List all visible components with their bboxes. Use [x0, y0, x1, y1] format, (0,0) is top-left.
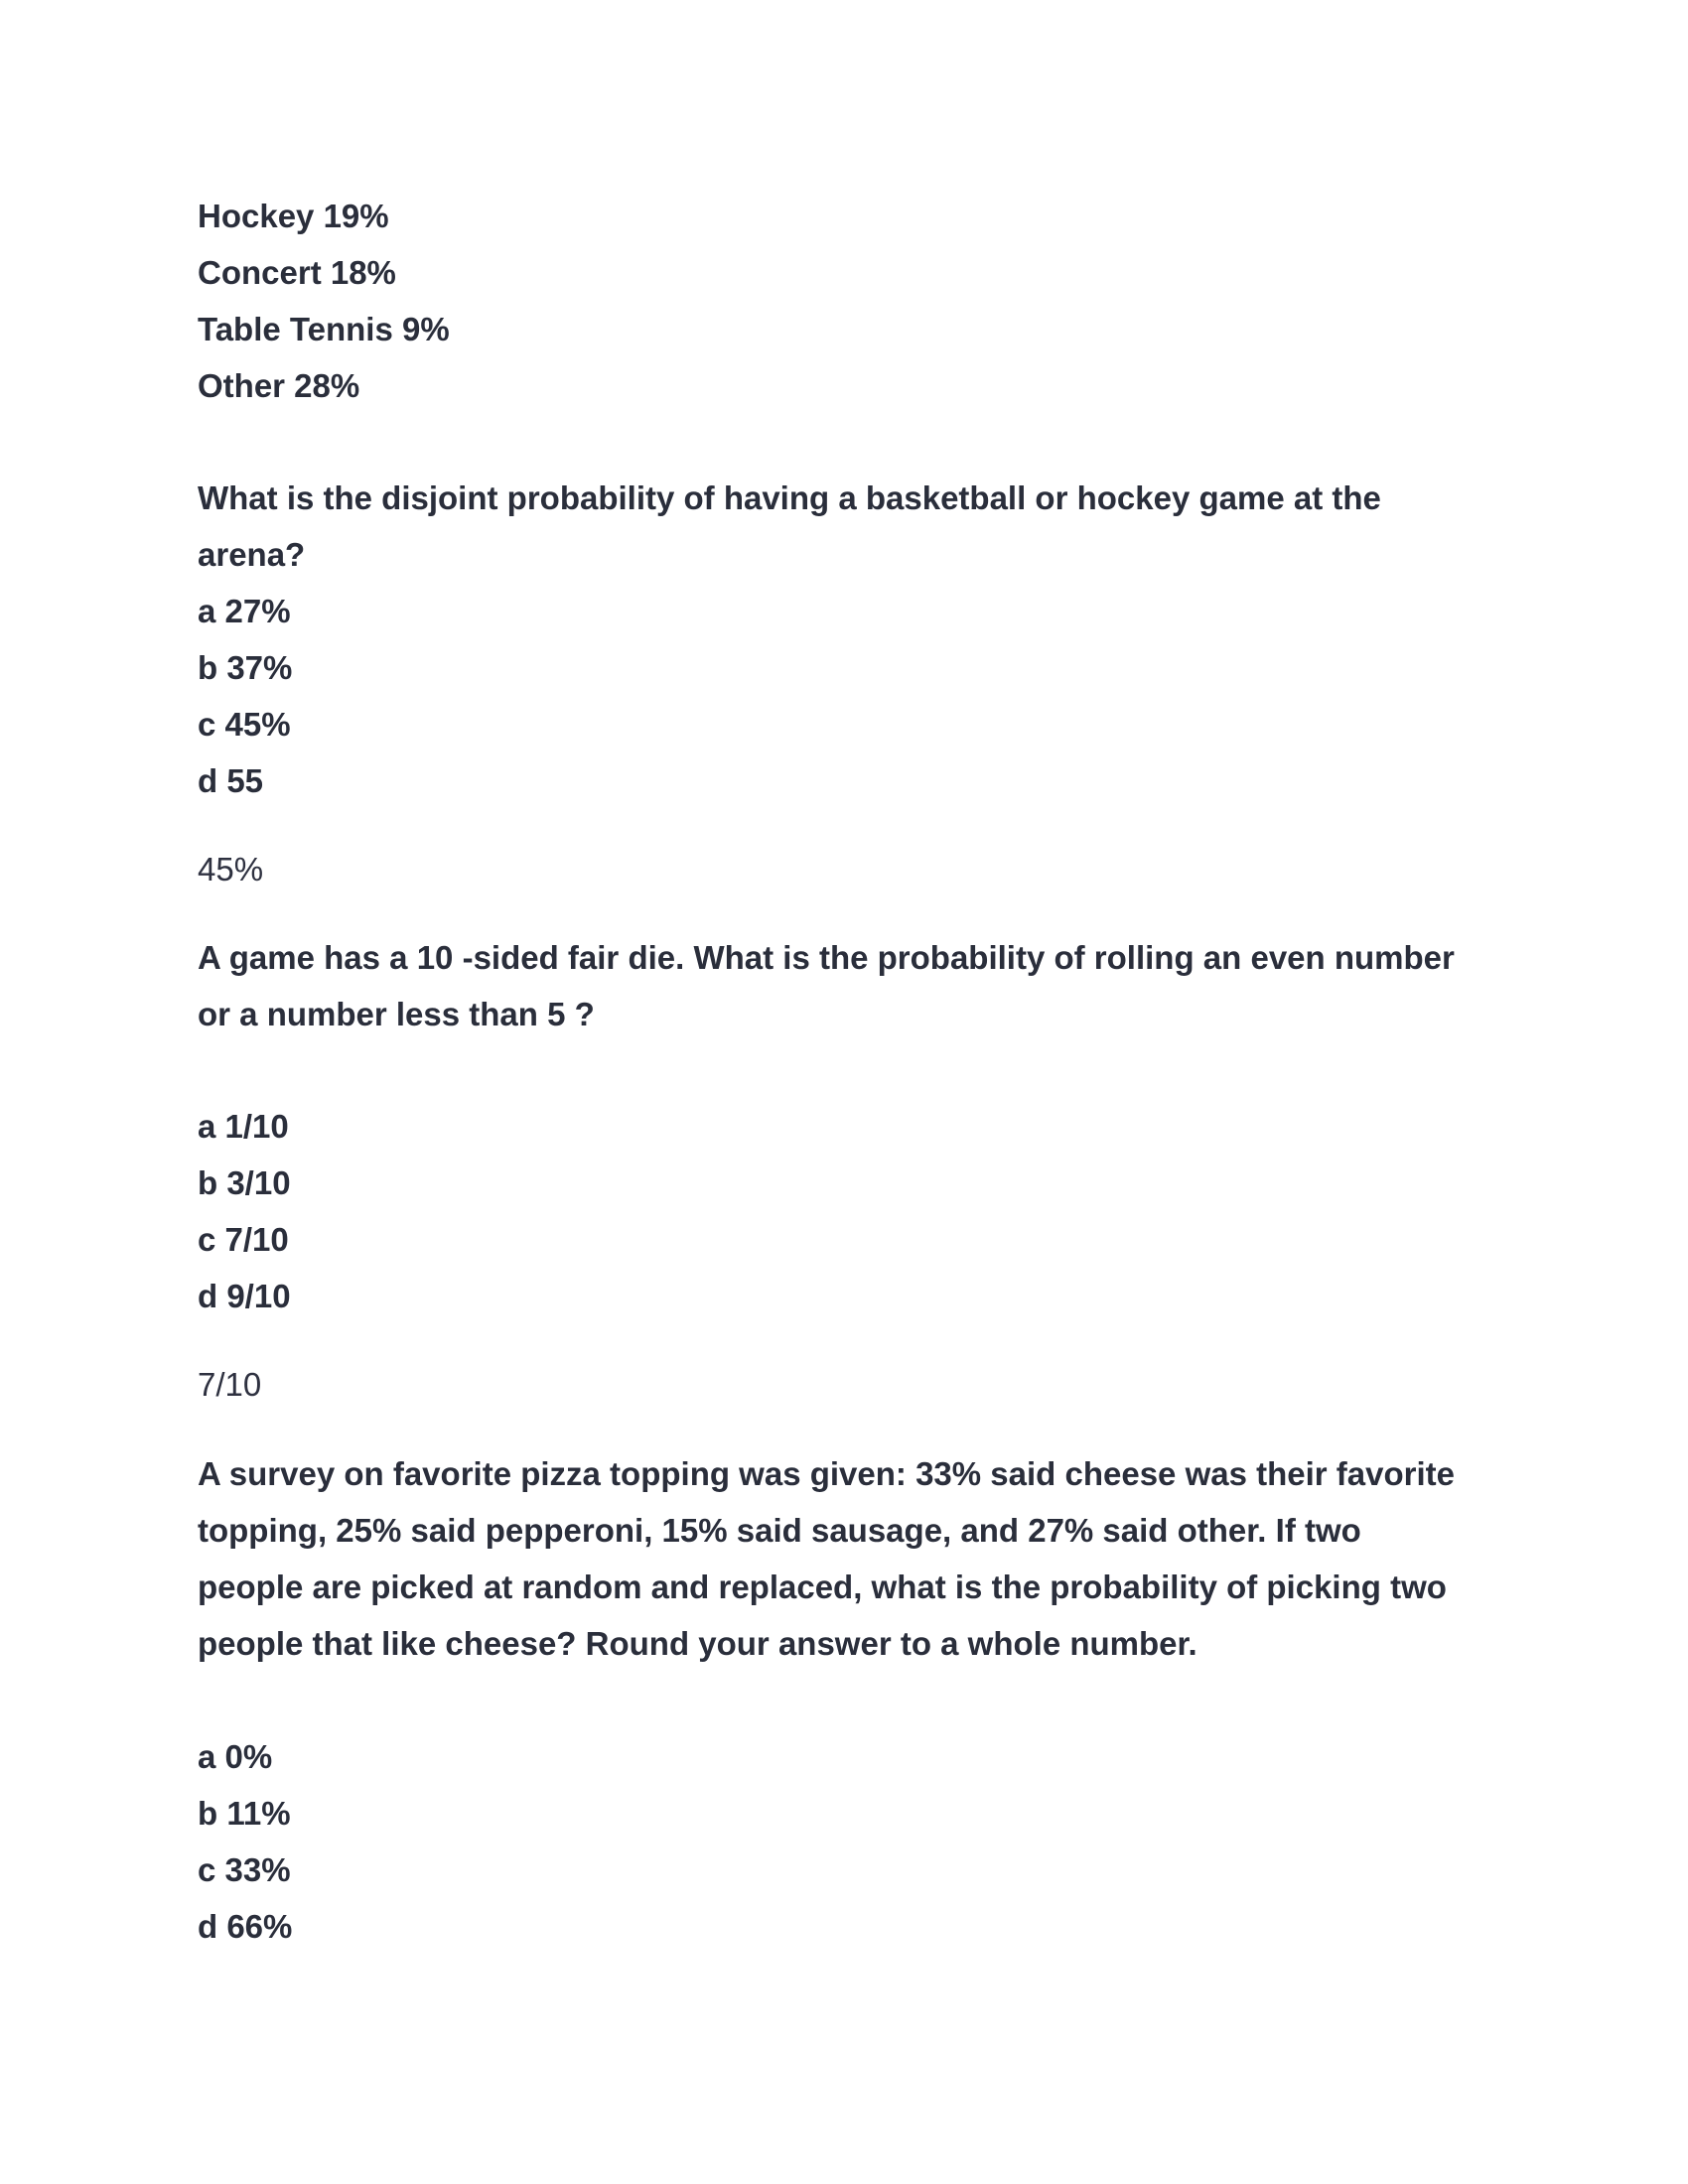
question-1-answer: 45%: [198, 851, 264, 887]
question-2-text-line-1: A game has a 10 -sided fair die. What is the probability of rolling an even number: [198, 939, 1455, 976]
question-3-option-a: a 0%: [198, 1738, 273, 1775]
question-1-text-line-1: What is the disjoint probability of having a basketball or hockey game at the: [198, 479, 1381, 516]
list-item-other: Other 28%: [198, 367, 360, 404]
question-3-text-line-1: A survey on favorite pizza topping was given: 33% said cheese was their favorite: [198, 1455, 1456, 1492]
question-1-option-b: b 37%: [198, 649, 293, 686]
question-2-option-d: d 9/10: [198, 1278, 291, 1314]
question-1-option-c: c 45%: [198, 706, 291, 743]
question-2-answer: 7/10: [198, 1366, 262, 1403]
question-3-text-line-4: people that like cheese? Round your answer to a whole number.: [198, 1625, 1197, 1662]
question-2-option-b: b 3/10: [198, 1164, 291, 1201]
question-3-option-c: c 33%: [198, 1851, 291, 1888]
question-1-text-line-2: arena?: [198, 536, 306, 573]
question-2-option-c: c 7/10: [198, 1221, 289, 1258]
question-2-text-line-2: or a number less than 5 ?: [198, 996, 595, 1032]
question-3-option-d: d 66%: [198, 1908, 293, 1945]
question-1-option-d: d 55: [198, 762, 264, 799]
question-1-option-a: a 27%: [198, 593, 291, 629]
list-item-table-tennis: Table Tennis 9%: [198, 311, 450, 347]
list-item-concert: Concert 18%: [198, 254, 396, 291]
question-3-text-line-3: people are picked at random and replaced, what is the probability of picking two: [198, 1569, 1447, 1605]
question-2-option-a: a 1/10: [198, 1108, 289, 1145]
question-3-option-b: b 11%: [198, 1795, 291, 1832]
question-3-text-line-2: topping, 25% said pepperoni, 15% said sausage, and 27% said other. If two: [198, 1512, 1361, 1549]
list-item-hockey: Hockey 19%: [198, 198, 389, 234]
